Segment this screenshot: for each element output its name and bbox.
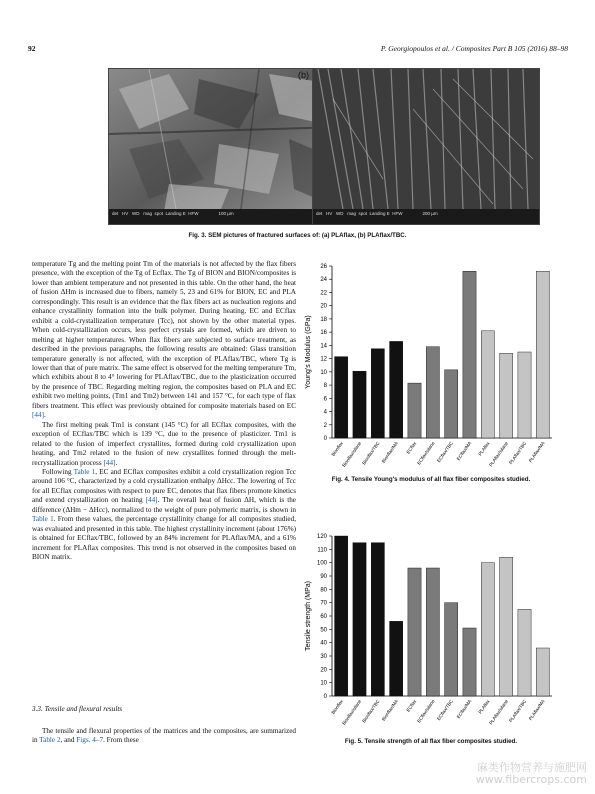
ref-44-b[interactable]: [44] bbox=[103, 458, 116, 467]
bar-bionflax-tbc bbox=[371, 543, 384, 696]
x-tick-label: ECflax/silane bbox=[416, 440, 436, 466]
figs-4-7-link[interactable]: Figs. 4–7 bbox=[76, 736, 104, 745]
table-1-link-b[interactable]: Table 1 bbox=[32, 515, 54, 524]
paragraph-3: Following Table 1, EC and ECflax composites exhibit a cold crystallization region Tcc around 106 °C, characterized by a cold crystallization enthalpy ΔHcc. The lowering of Tcc for all ECflax composites with respect to pure EC, denotes that flax fibers promote kinetics and extend crystallization on heating [44]. The overall heat of fusion ΔH, which is the difference (ΔHm − ΔHcc), normalized to the weight of pure polymeric matrix, is shown in Table 1. From these values, the percentage crystallinity change for all composites studied, was evaluated and presented in this table. The highest crystallinity increment (about 176%) is obtained for ECflax/TBC, followed by an 84% increment for PLAflax/MA, and a 61% increment for PLAflax composites. This trend is not observed in the composites based on BION matrix. bbox=[32, 467, 296, 562]
x-tick-label: PLAflax/MA bbox=[527, 440, 546, 464]
bar-bionflax-silane bbox=[353, 543, 366, 696]
y-tick-label: 60 bbox=[320, 614, 327, 620]
paragraph-1: temperature Tg and the melting point Tm of the materials is not affected by the flax fibers presence, with the exception of the Tg of Ecflax. The Tg of BION and BION/composites is lower than ambient temperature and not presented in this table. On the other hand, the heat of fusion ΔHm is increased due to fibers, namely 5, 23 and 61% for BION, EC and PLA correspondingly. This result is an evidence that the flax fibers act as nucleation regions and enhance crystallinity formation into the bulk polymer. During heating, EC and ECflax exhibit a cold-crystallization temperature (Tcc), not shown by the other material types. When cold-crystallization occurs, less perfect crystals are formed, which are driven to melting at higher temperatures. When flax fibers are subjected to surface treatment, as described in the previous paragraphs, the following results are obtained: Glass transition temperature generally is not affected, with the exception of PLAflax/TBC, where Tg is lower than that of pure matrix. The same effect is observed for the melting temperature Tm, which exhibits about 8 to 4° lowering for PLAflax/TBC, due to the plasticization occurred by the presence of TBC. Regarding melting region, the composites based on PLA and EC exhibit two melting points, (Tm1 and Tm2) between 141 and 157 °C, for each type of flax fibers treatment. This effect was previously obtained for composite materials based on EC [44]. bbox=[32, 260, 296, 420]
bar-ecflax bbox=[408, 568, 421, 696]
x-tick-label: Bionflax/TBC bbox=[361, 698, 381, 724]
y-tick-label: 120 bbox=[316, 534, 327, 540]
y-tick-label: 50 bbox=[320, 627, 327, 634]
bar-bionflax-ma bbox=[390, 621, 403, 696]
x-tick-label: PLAflax/MA bbox=[527, 698, 546, 722]
bar-plaflax-silane bbox=[500, 353, 513, 438]
bar-ecflax-tbc bbox=[445, 370, 458, 438]
running-header bbox=[28, 44, 568, 56]
y-tick-label: 90 bbox=[320, 574, 327, 580]
x-tick-label: PLAflax bbox=[477, 440, 491, 457]
bar-ecflax-ma bbox=[463, 628, 476, 696]
fig5-caption: Fig. 5. Tensile strength of all flax fiber composites studied. bbox=[344, 738, 518, 745]
y-tick-label: 80 bbox=[320, 587, 327, 594]
x-tick-label: PLAflax bbox=[477, 698, 491, 715]
sem-texture-a bbox=[109, 69, 339, 224]
y-tick-label: 70 bbox=[320, 600, 327, 607]
bar-plaflax-ma bbox=[536, 648, 549, 696]
x-tick-label: Bionflax bbox=[330, 440, 344, 457]
table-2-link[interactable]: Table 2 bbox=[39, 736, 61, 745]
x-tick-label: Bionflax bbox=[330, 698, 344, 715]
x-tick-label: ECflax/TBC bbox=[436, 440, 454, 464]
youngs-modulus-chart bbox=[300, 258, 562, 470]
bar-bionflax-ma bbox=[390, 341, 403, 438]
bar-bionflax-silane bbox=[353, 371, 366, 438]
y-tick-label: 110 bbox=[317, 547, 327, 554]
bar-ecflax-tbc bbox=[445, 603, 458, 696]
y-tick-label: 18 bbox=[320, 316, 327, 323]
y-tick-label: 24 bbox=[320, 277, 327, 284]
bar-plaflax-tbc bbox=[518, 352, 531, 438]
y-tick-label: 0 bbox=[323, 694, 327, 700]
paragraph-4: The tensile and flexural properties of the matrices and the composites, are summarized in Table 2, and Figs. 4–7. From these bbox=[32, 727, 296, 745]
bar-ecflax-silane bbox=[426, 568, 439, 696]
fig4-caption: Fig. 4. Tensile Young's modulus of all flax fiber composites studied. bbox=[331, 476, 531, 483]
sem-infobar-b: det HV WD mag spot Landing E HFW 200 µm bbox=[316, 211, 438, 216]
x-tick-label: PLAflax/silane bbox=[488, 698, 509, 726]
y-tick-label: 16 bbox=[320, 330, 327, 337]
x-tick-label: ECflax/MA bbox=[455, 698, 473, 720]
bar-plaflax-silane bbox=[500, 557, 513, 696]
x-tick-label: Bionflax/silane bbox=[341, 698, 363, 726]
section-heading: 3.3. Tensile and flexural results bbox=[32, 705, 123, 713]
table-1-link-a[interactable]: Table 1 bbox=[73, 467, 96, 476]
y-tick-label: 8 bbox=[323, 383, 327, 390]
body-text-column bbox=[32, 260, 296, 563]
x-tick-label: Bionflax/silane bbox=[341, 440, 363, 468]
x-tick-label: Bionflax/TBC bbox=[361, 440, 381, 466]
y-tick-label: 6 bbox=[323, 396, 327, 403]
ref-44-c[interactable]: [44] bbox=[145, 496, 158, 505]
bar-ecflax bbox=[408, 383, 421, 438]
x-tick-label: ECflax/MA bbox=[455, 440, 473, 462]
x-tick-label: PLAflax/TBC bbox=[508, 698, 528, 724]
paragraph-2: The first melting peak Tm1 is constant (145 °C) for all ECflax composites, with the exception of ECflax/TBC which is 139 °C, due to the presence of plasticizer. Tm1 is related to the fusion of imperfect crystallites, formed during cold crystallization upon heating, and Tm2 related to the fusion of new crystallites formed through the melt-recrystallization process [44]. bbox=[32, 420, 296, 467]
y-tick-label: 12 bbox=[320, 356, 327, 363]
bar-bionflax-tbc bbox=[371, 349, 384, 438]
y-tick-label: 4 bbox=[323, 409, 327, 416]
y-tick-label: 20 bbox=[320, 303, 327, 310]
watermark: 麻类作物营养与施肥网 www.fibercrops.com bbox=[475, 761, 587, 786]
sem-texture-b bbox=[313, 69, 539, 224]
ref-44-a[interactable]: [44] bbox=[32, 411, 44, 420]
x-tick-label: Bionflax/MA bbox=[380, 440, 399, 464]
y-tick-label: 10 bbox=[320, 680, 327, 687]
y-tick-label: 14 bbox=[320, 343, 327, 350]
bar-bionflax bbox=[335, 357, 348, 438]
y-tick-label: 20 bbox=[320, 667, 327, 674]
y-tick-label: 100 bbox=[316, 560, 327, 567]
bar-ecflax-silane bbox=[426, 347, 439, 438]
x-tick-label: Bionflax/MA bbox=[380, 698, 399, 722]
fig3-label-b: (b) bbox=[298, 70, 309, 80]
y-tick-label: 0 bbox=[323, 436, 327, 442]
x-tick-label: PLAflax/silane bbox=[488, 440, 509, 468]
journal-citation: P. Georgiopoulos et al. / Composites Part B 105 (2016) 88–98 bbox=[380, 44, 568, 53]
sem-image-a bbox=[108, 68, 340, 225]
page-number: 92 bbox=[28, 44, 36, 53]
bar-ecflax-ma bbox=[463, 271, 476, 438]
bar-plaflax bbox=[481, 563, 494, 696]
bar-plaflax-tbc bbox=[518, 609, 531, 696]
y-axis-label: Young's Modulus (GPa) bbox=[305, 315, 312, 389]
y-tick-label: 22 bbox=[320, 290, 327, 297]
tensile-strength-chart bbox=[300, 528, 562, 728]
x-tick-label: ECflax/silane bbox=[416, 698, 436, 724]
bar-bionflax bbox=[335, 536, 348, 696]
fig3-caption: Fig. 3. SEM pictures of fractured surfaces of: (a) PLAflax, (b) PLAflax/TBC. bbox=[188, 232, 407, 239]
bar-plaflax-ma bbox=[536, 271, 549, 438]
sem-image-b bbox=[312, 68, 540, 225]
x-tick-label: PLAflax/TBC bbox=[508, 440, 528, 466]
y-tick-label: 40 bbox=[320, 640, 327, 647]
x-tick-label: ECflax bbox=[405, 698, 418, 713]
y-tick-label: 2 bbox=[323, 422, 327, 429]
x-tick-label: ECflax bbox=[405, 440, 418, 455]
x-tick-label: ECflax/TBC bbox=[436, 698, 454, 722]
bar-plaflax bbox=[481, 331, 494, 438]
y-axis-label: Tensile strength (MPa) bbox=[305, 580, 312, 652]
y-tick-label: 26 bbox=[320, 264, 327, 270]
sem-infobar-a: det HV WD mag spot Landing E HFW 100 µm bbox=[112, 211, 234, 216]
y-tick-label: 10 bbox=[320, 369, 327, 376]
y-tick-label: 30 bbox=[320, 654, 327, 660]
